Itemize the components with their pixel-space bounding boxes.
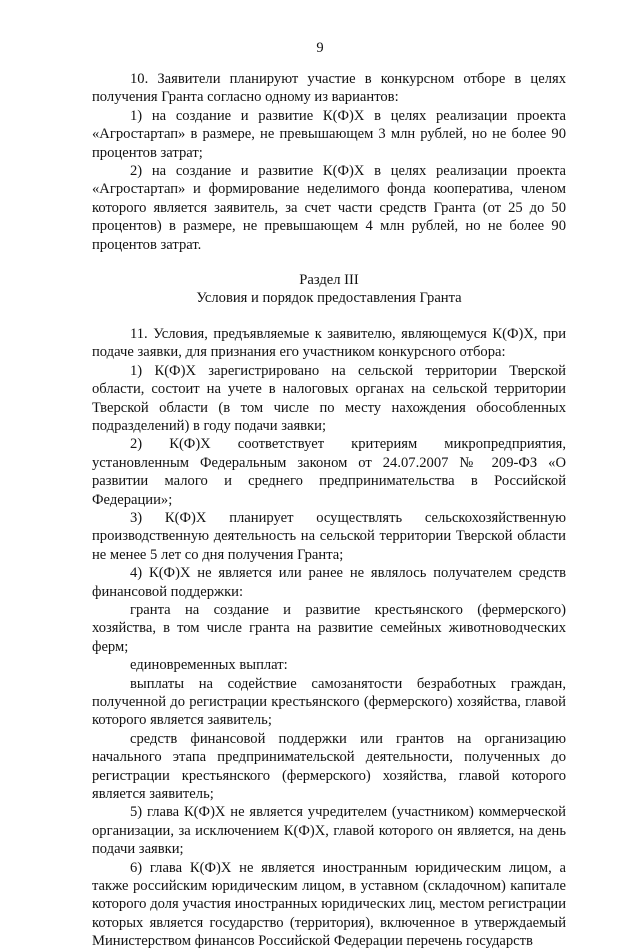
condition-5: 5) глава К(Ф)Х не является учредителем (участником) коммерческой организации, за исключением К(Ф)Х, главой которого он является, на день подачи заявки;: [92, 804, 566, 858]
paragraph-10: 10. Заявители планируют участие в конкурсном отборе в целях получения Гранта согласно одному из вариантов:: [92, 71, 566, 106]
paragraph-10-option-1: 1) на создание и развитие К(Ф)Х в целях реализации проекта «Агростартап» в размере, не превышающем 3 млн рублей, но не более 90 процентов затрат;: [92, 107, 566, 161]
condition-4-self-employment: выплаты на содействие самозанятости безработных граждан, полученной до регистрации крестьянского (фермерского) хозяйства, главой которого является заявитель;: [92, 675, 566, 729]
section-number: Раздел III: [299, 272, 359, 289]
paragraph-11: 11. Условия, предъявляемые к заявителю, являющемуся К(Ф)Х, при подаче заявки, для признания его участником конкурсного отбора:: [92, 325, 566, 361]
condition-2: 2) К(Ф)Х соответствует критериям микропредприятия, установленным Федеральным законом от 24.07.2007 № 209-ФЗ «О развитии малого и среднего предпринимательства в Российской Федерации»;: [92, 436, 566, 508]
condition-6: 6) глава К(Ф)Х не является иностранным юридическим лицом, а также российским юридическим лицом, в уставном (складочном) капитале которого доля участия иностранных юридических лиц, местом регистрации которых является государство (территория), включенное в утверждаемый Министерством финансов Российской Федерации перечень государств: [92, 859, 566, 950]
condition-3: 3) К(Ф)Х планирует осуществлять сельскохозяйственную производственную деятельность на сельской территории Тверской области не менее 5 лет со дня получения Гранта;: [92, 509, 566, 563]
paragraph-10-option-2: 2) на создание и развитие К(Ф)Х в целях реализации проекта «Агростартап» и формирование неделимого фонда кооператива, членом которого является заявитель, за счет части средств Гранта (от 25 до 50 процентов) в размере, не превышающем 4 млн рублей, но не более 90 процентов затрат.: [92, 163, 566, 253]
spacer: [92, 308, 566, 325]
section-title: Условия и порядок предоставления Гранта: [196, 290, 462, 307]
condition-4: 4) К(Ф)Х не является или ранее не являлось получателем средств финансовой поддержки:: [92, 565, 566, 600]
condition-4-startup-support: средств финансовой поддержки или грантов на организацию начального этапа предпринимательской деятельности, полученных до регистрации крестьянского (фермерского) хозяйства, главой которого является заявитель;: [92, 730, 566, 803]
condition-1: 1) К(Ф)Х зарегистрировано на сельской территории Тверской области, состоит на учете в налоговых органах на сельской территории Тверской области (в том числе по месту нахождения обособленных подразделений) в году подачи заявки;: [92, 362, 566, 434]
document-body: [92, 70, 566, 951]
page-number: 9: [316, 40, 324, 56]
condition-4-grant: гранта на создание и развитие крестьянского (фермерского) хозяйства, в том числе гранта на развитие семейных животноводческих ферм;: [92, 601, 566, 655]
spacer: [92, 254, 566, 271]
condition-4-lump-sum: единовременных выплат:: [130, 657, 288, 674]
